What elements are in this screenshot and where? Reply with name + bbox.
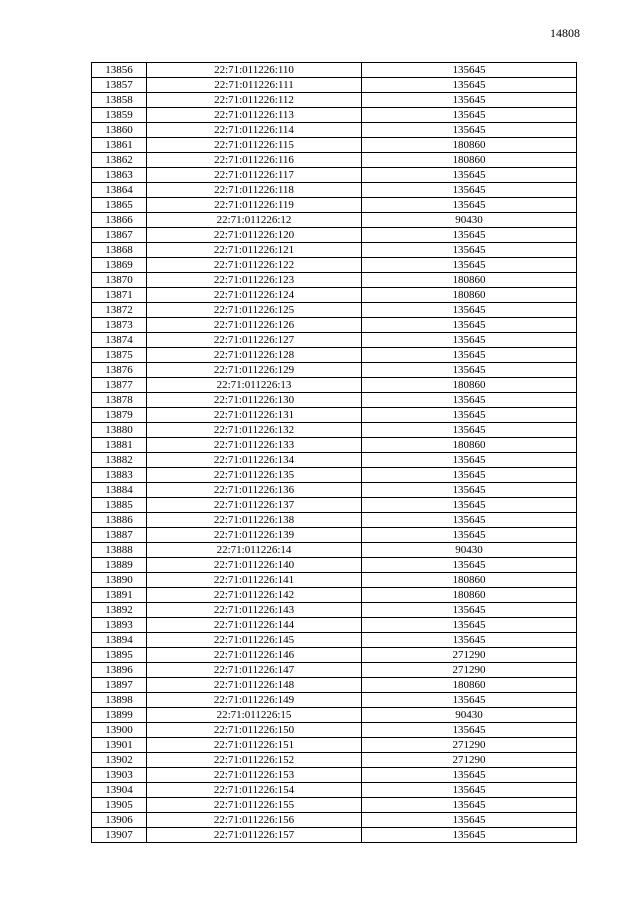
cadastral-number-cell: 22:71:011226:132 — [147, 423, 362, 438]
table-row — [92, 63, 577, 78]
cadastral-number-cell: 22:71:011226:13 — [147, 378, 362, 393]
value-cell: 180860 — [362, 378, 577, 393]
value-cell: 135645 — [362, 258, 577, 273]
row-number-cell: 13866 — [92, 213, 147, 228]
table-row — [92, 123, 577, 138]
cadastral-number-cell: 22:71:011226:128 — [147, 348, 362, 363]
cadastral-number-cell: 22:71:011226:138 — [147, 513, 362, 528]
row-number-cell: 13892 — [92, 603, 147, 618]
cadastral-number-cell: 22:71:011226:117 — [147, 168, 362, 183]
row-number-cell: 13898 — [92, 693, 147, 708]
table-row — [92, 498, 577, 513]
table-row — [92, 168, 577, 183]
cadastral-number-cell: 22:71:011226:121 — [147, 243, 362, 258]
row-number-cell: 13889 — [92, 558, 147, 573]
value-cell: 271290 — [362, 753, 577, 768]
row-number-cell: 13883 — [92, 468, 147, 483]
value-cell: 135645 — [362, 453, 577, 468]
table-row — [92, 558, 577, 573]
table-row — [92, 78, 577, 93]
row-number-cell: 13868 — [92, 243, 147, 258]
cadastral-number-cell: 22:71:011226:118 — [147, 183, 362, 198]
table-row — [92, 828, 577, 843]
cadastral-number-cell: 22:71:011226:134 — [147, 453, 362, 468]
row-number-cell: 13905 — [92, 798, 147, 813]
cadastral-number-cell: 22:71:011226:114 — [147, 123, 362, 138]
value-cell: 180860 — [362, 288, 577, 303]
row-number-cell: 13875 — [92, 348, 147, 363]
value-cell: 135645 — [362, 798, 577, 813]
row-number-cell: 13897 — [92, 678, 147, 693]
value-cell: 135645 — [362, 813, 577, 828]
value-cell: 135645 — [362, 183, 577, 198]
cadastral-number-cell: 22:71:011226:131 — [147, 408, 362, 423]
row-number-cell: 13862 — [92, 153, 147, 168]
table-row — [92, 213, 577, 228]
value-cell: 135645 — [362, 123, 577, 138]
cadastral-number-cell: 22:71:011226:126 — [147, 318, 362, 333]
table-row — [92, 588, 577, 603]
value-cell: 135645 — [362, 78, 577, 93]
table-row — [92, 813, 577, 828]
table-row — [92, 798, 577, 813]
cadastral-number-cell: 22:71:011226:136 — [147, 483, 362, 498]
table-row — [92, 363, 577, 378]
row-number-cell: 13903 — [92, 768, 147, 783]
row-number-cell: 13888 — [92, 543, 147, 558]
row-number-cell: 13901 — [92, 738, 147, 753]
row-number-cell: 13877 — [92, 378, 147, 393]
cadastral-number-cell: 22:71:011226:113 — [147, 108, 362, 123]
cadastral-number-cell: 22:71:011226:135 — [147, 468, 362, 483]
row-number-cell: 13863 — [92, 168, 147, 183]
cadastral-number-cell: 22:71:011226:145 — [147, 633, 362, 648]
table-row — [92, 618, 577, 633]
cadastral-number-cell: 22:71:011226:120 — [147, 228, 362, 243]
value-cell: 90430 — [362, 213, 577, 228]
row-number-cell: 13869 — [92, 258, 147, 273]
value-cell: 271290 — [362, 738, 577, 753]
value-cell: 135645 — [362, 693, 577, 708]
row-number-cell: 13900 — [92, 723, 147, 738]
cadastral-number-cell: 22:71:011226:153 — [147, 768, 362, 783]
cadastral-number-cell: 22:71:011226:139 — [147, 528, 362, 543]
row-number-cell: 13885 — [92, 498, 147, 513]
table-row — [92, 738, 577, 753]
value-cell: 135645 — [362, 348, 577, 363]
value-cell: 135645 — [362, 783, 577, 798]
row-number-cell: 13860 — [92, 123, 147, 138]
table-row — [92, 318, 577, 333]
row-number-cell: 13872 — [92, 303, 147, 318]
row-number-cell: 13907 — [92, 828, 147, 843]
table-row — [92, 153, 577, 168]
table-row — [92, 258, 577, 273]
table-row — [92, 138, 577, 153]
row-number-cell: 13873 — [92, 318, 147, 333]
table-row — [92, 663, 577, 678]
cadastral-number-cell: 22:71:011226:14 — [147, 543, 362, 558]
table-row — [92, 483, 577, 498]
value-cell: 135645 — [362, 228, 577, 243]
cadastral-number-cell: 22:71:011226:142 — [147, 588, 362, 603]
table-row — [92, 393, 577, 408]
value-cell: 135645 — [362, 333, 577, 348]
row-number-cell: 13895 — [92, 648, 147, 663]
table-row — [92, 378, 577, 393]
cadastral-number-cell: 22:71:011226:122 — [147, 258, 362, 273]
cadastral-number-cell: 22:71:011226:146 — [147, 648, 362, 663]
table-row — [92, 633, 577, 648]
table-row — [92, 333, 577, 348]
value-cell: 271290 — [362, 663, 577, 678]
cadastral-number-cell: 22:71:011226:125 — [147, 303, 362, 318]
table-row — [92, 753, 577, 768]
row-number-cell: 13890 — [92, 573, 147, 588]
value-cell: 135645 — [362, 303, 577, 318]
table-row — [92, 573, 577, 588]
table-row — [92, 423, 577, 438]
value-cell: 180860 — [362, 273, 577, 288]
table-row — [92, 678, 577, 693]
row-number-cell: 13861 — [92, 138, 147, 153]
row-number-cell: 13858 — [92, 93, 147, 108]
table-row — [92, 243, 577, 258]
row-number-cell: 13904 — [92, 783, 147, 798]
cadastral-number-cell: 22:71:011226:124 — [147, 288, 362, 303]
row-number-cell: 13894 — [92, 633, 147, 648]
cadastral-number-cell: 22:71:011226:140 — [147, 558, 362, 573]
value-cell: 135645 — [362, 498, 577, 513]
value-cell: 135645 — [362, 618, 577, 633]
cadastral-number-cell: 22:71:011226:123 — [147, 273, 362, 288]
value-cell: 180860 — [362, 138, 577, 153]
value-cell: 180860 — [362, 573, 577, 588]
table-row — [92, 693, 577, 708]
cadastral-number-cell: 22:71:011226:130 — [147, 393, 362, 408]
value-cell: 135645 — [362, 468, 577, 483]
cadastral-number-cell: 22:71:011226:156 — [147, 813, 362, 828]
cadastral-number-cell: 22:71:011226:154 — [147, 783, 362, 798]
value-cell: 135645 — [362, 513, 577, 528]
row-number-cell: 13867 — [92, 228, 147, 243]
value-cell: 135645 — [362, 633, 577, 648]
row-number-cell: 13871 — [92, 288, 147, 303]
table-row — [92, 453, 577, 468]
cadastral-number-cell: 22:71:011226:137 — [147, 498, 362, 513]
table-row — [92, 648, 577, 663]
table-row — [92, 723, 577, 738]
row-number-cell: 13881 — [92, 438, 147, 453]
value-cell: 90430 — [362, 543, 577, 558]
value-cell: 135645 — [362, 423, 577, 438]
value-cell: 180860 — [362, 588, 577, 603]
cadastral-number-cell: 22:71:011226:150 — [147, 723, 362, 738]
cadastral-number-cell: 22:71:011226:129 — [147, 363, 362, 378]
table-row — [92, 183, 577, 198]
cadastral-number-cell: 22:71:011226:110 — [147, 63, 362, 78]
row-number-cell: 13859 — [92, 108, 147, 123]
table-row — [92, 408, 577, 423]
value-cell: 180860 — [362, 438, 577, 453]
row-number-cell: 13857 — [92, 78, 147, 93]
value-cell: 180860 — [362, 153, 577, 168]
cadastral-number-cell: 22:71:011226:127 — [147, 333, 362, 348]
cadastral-number-cell: 22:71:011226:143 — [147, 603, 362, 618]
value-cell: 135645 — [362, 393, 577, 408]
row-number-cell: 13874 — [92, 333, 147, 348]
value-cell: 135645 — [362, 768, 577, 783]
cadastral-number-cell: 22:71:011226:15 — [147, 708, 362, 723]
value-cell: 135645 — [362, 198, 577, 213]
row-number-cell: 13870 — [92, 273, 147, 288]
value-cell: 135645 — [362, 558, 577, 573]
row-number-cell: 13893 — [92, 618, 147, 633]
table-row — [92, 273, 577, 288]
row-number-cell: 13887 — [92, 528, 147, 543]
cadastral-number-cell: 22:71:011226:152 — [147, 753, 362, 768]
value-cell: 135645 — [362, 828, 577, 843]
row-number-cell: 13906 — [92, 813, 147, 828]
value-cell: 135645 — [362, 408, 577, 423]
cadastral-number-cell: 22:71:011226:148 — [147, 678, 362, 693]
cadastral-number-cell: 22:71:011226:151 — [147, 738, 362, 753]
page-number: 14808 — [550, 26, 580, 40]
table-row — [92, 468, 577, 483]
row-number-cell: 13865 — [92, 198, 147, 213]
value-cell: 90430 — [362, 708, 577, 723]
table-row — [92, 303, 577, 318]
value-cell: 180860 — [362, 678, 577, 693]
table-row — [92, 108, 577, 123]
table-row — [92, 93, 577, 108]
row-number-cell: 13876 — [92, 363, 147, 378]
table-row — [92, 603, 577, 618]
table-row — [92, 288, 577, 303]
cadastral-number-cell: 22:71:011226:133 — [147, 438, 362, 453]
table-row — [92, 513, 577, 528]
table-row — [92, 783, 577, 798]
value-cell: 135645 — [362, 528, 577, 543]
value-cell: 135645 — [362, 168, 577, 183]
row-number-cell: 13878 — [92, 393, 147, 408]
row-number-cell: 13891 — [92, 588, 147, 603]
cadastral-number-cell: 22:71:011226:115 — [147, 138, 362, 153]
cadastral-number-cell: 22:71:011226:116 — [147, 153, 362, 168]
table-row — [92, 198, 577, 213]
row-number-cell: 13864 — [92, 183, 147, 198]
cadastral-number-cell: 22:71:011226:12 — [147, 213, 362, 228]
cadastral-number-cell: 22:71:011226:112 — [147, 93, 362, 108]
table-row — [92, 438, 577, 453]
row-number-cell: 13884 — [92, 483, 147, 498]
value-cell: 135645 — [362, 723, 577, 738]
row-number-cell: 13880 — [92, 423, 147, 438]
value-cell: 135645 — [362, 603, 577, 618]
row-number-cell: 13899 — [92, 708, 147, 723]
row-number-cell: 13879 — [92, 408, 147, 423]
value-cell: 135645 — [362, 483, 577, 498]
value-cell: 135645 — [362, 318, 577, 333]
cadastral-number-cell: 22:71:011226:149 — [147, 693, 362, 708]
table-row — [92, 348, 577, 363]
table-row — [92, 228, 577, 243]
table-row — [92, 708, 577, 723]
cadastral-number-cell: 22:71:011226:157 — [147, 828, 362, 843]
table-row — [92, 543, 577, 558]
cadastral-number-cell: 22:71:011226:119 — [147, 198, 362, 213]
value-cell: 135645 — [362, 363, 577, 378]
row-number-cell: 13896 — [92, 663, 147, 678]
table-row — [92, 768, 577, 783]
cadastral-number-cell: 22:71:011226:155 — [147, 798, 362, 813]
cadastral-value-table — [91, 62, 577, 843]
value-cell: 135645 — [362, 63, 577, 78]
cadastral-number-cell: 22:71:011226:147 — [147, 663, 362, 678]
cadastral-number-cell: 22:71:011226:111 — [147, 78, 362, 93]
cadastral-number-cell: 22:71:011226:141 — [147, 573, 362, 588]
cadastral-number-cell: 22:71:011226:144 — [147, 618, 362, 633]
table-body — [92, 63, 577, 843]
row-number-cell: 13886 — [92, 513, 147, 528]
row-number-cell: 13902 — [92, 753, 147, 768]
value-cell: 135645 — [362, 108, 577, 123]
value-cell: 271290 — [362, 648, 577, 663]
row-number-cell: 13882 — [92, 453, 147, 468]
value-cell: 135645 — [362, 243, 577, 258]
value-cell: 135645 — [362, 93, 577, 108]
row-number-cell: 13856 — [92, 63, 147, 78]
table-row — [92, 528, 577, 543]
